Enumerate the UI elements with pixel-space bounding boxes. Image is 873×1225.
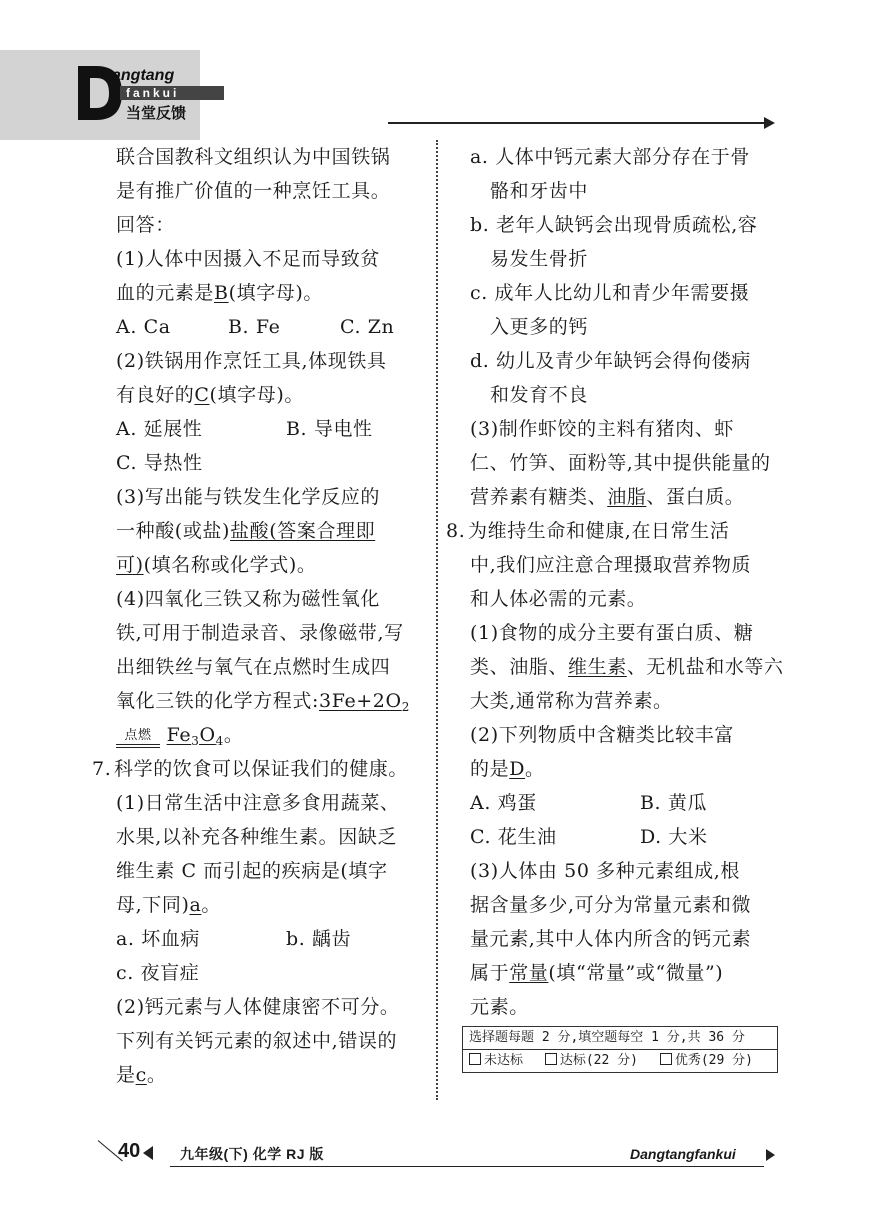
option-c: C. Zn (340, 316, 395, 338)
text-line: 是有推广价值的一种烹饪工具。 (116, 180, 391, 202)
option-b: B. 导电性 (286, 418, 373, 440)
option-b: b. 龋齿 (286, 928, 352, 950)
question-6-4-cont: 氧化三铁的化学方程式$:3Fe+2O_2$ (116, 690, 410, 714)
text-line: 和人体必需的元素。 (470, 588, 647, 610)
answer-blank: 油脂 (607, 486, 647, 508)
option-a: A. 鸡蛋 (470, 792, 537, 814)
page-number: 40 (118, 1140, 141, 1162)
question-number: 7. (92, 758, 112, 780)
option-b: B. 黄瓜 (640, 792, 708, 814)
question-6-2: (2)铁锅用作烹饪工具,体现铁具 (116, 350, 387, 372)
text-line: 量元素,其中人体内所含的钙元素 (470, 928, 752, 950)
checkbox-icon[interactable] (545, 1053, 557, 1065)
options-6-1 (116, 310, 422, 344)
question-8: 8. 为维持生命和健康,在日常生活 (470, 514, 782, 548)
answer-blank: $3Fe+2O_2$ (319, 690, 410, 714)
question-8-1-cont: 类、油脂、维生素、无机盐和水等六 (470, 656, 784, 678)
options-6-2 (116, 412, 422, 446)
option-a: A. Ca (116, 316, 171, 338)
options-7-1 (116, 922, 422, 956)
text-line: 维生素 C 而引起的疾病是(填字 (116, 860, 388, 882)
question-number: 8. (446, 520, 466, 542)
question-8-2: (2)下列物质中含糖类比较丰富 (470, 724, 734, 746)
equation-line: 点燃 $Fe_3O_4$。 (116, 718, 422, 752)
score-rule: 选择题每题 2 分,填空题每空 1 分,共 36 分 (469, 1030, 745, 1045)
question-7-3: (3)制作虾饺的主料有猪肉、虾 (470, 418, 734, 440)
level-met[interactable]: 达标(22 分) (545, 1053, 638, 1068)
text-line: 据含量多少,可分为常量元素和微 (470, 894, 752, 916)
answer-blank: c (135, 1064, 147, 1086)
triangle-right-icon (766, 1149, 775, 1161)
level-not-met[interactable]: 未达标 (469, 1053, 523, 1068)
option-d: D. 大米 (640, 826, 708, 848)
question-8-1: (1)食物的成分主要有蛋白质、糖 (470, 622, 754, 644)
option-d: d. 幼儿及青少年缺钙会得佝偻病 (470, 350, 751, 372)
text-line: 回答： (116, 214, 175, 236)
question-7-1-cont: 母,下同)a。 (116, 894, 221, 916)
footer-brand: Dangtangfankui (630, 1146, 736, 1162)
option-a: a. 人体中钙元素大部分存在于骨 (470, 146, 751, 168)
question-7-2: (2)钙元素与人体健康密不可分。 (116, 996, 400, 1018)
question-6-1-cont: 血的元素是B(填字母)。 (116, 282, 324, 304)
column-divider (436, 140, 438, 1100)
answer-blank: 可) (116, 554, 144, 576)
question-8-2-cont: 的是D。 (470, 758, 545, 780)
options-8-2-row1 (470, 786, 782, 820)
svg-text:fankui: fankui (126, 86, 180, 100)
question-6-3-cont2: 可)(填名称或化学式)。 (116, 554, 317, 576)
option-c: c. 成年人比幼儿和青少年需要摄 (470, 282, 750, 304)
footer-book-info: 九年级(下) 化学 RJ 版 (180, 1146, 324, 1162)
option-b-cont: 易发生骨折 (490, 248, 589, 270)
answer-blank: 常量 (509, 962, 549, 984)
reaction-condition: 点燃 (116, 729, 160, 748)
question-6-3: (3)写出能与铁发生化学反应的 (116, 486, 380, 508)
text-line: 出细铁丝与氧气在点燃时生成四 (116, 656, 391, 678)
right-column (446, 140, 784, 1024)
footer-rule (170, 1166, 764, 1167)
triangle-left-icon (143, 1146, 153, 1160)
question-7-2-cont: 是c。 (116, 1064, 167, 1086)
answer-blank: $Fe_3O_4$ (166, 724, 224, 748)
answer-blank: D (509, 758, 526, 780)
option-b: b. 老年人缺钙会出现骨质疏松,容 (470, 214, 758, 236)
question-6-1: (1)人体中因摄入不足而导致贫 (116, 248, 380, 270)
svg-text:angtang: angtang (112, 67, 175, 84)
question-6-4: (4)四氧化三铁又称为磁性氧化 (116, 588, 380, 610)
level-excellent[interactable]: 优秀(29 分) (660, 1053, 753, 1068)
option-d-cont: 和发育不良 (490, 384, 589, 406)
question-6-2-cont: 有良好的C(填字母)。 (116, 384, 304, 406)
score-levels (463, 1049, 777, 1072)
answer-blank: C (194, 384, 210, 406)
text-line: 水果,以补充各种维生素。因缺乏 (116, 826, 398, 848)
answer-blank: B (214, 282, 229, 304)
score-box (462, 1026, 778, 1073)
question-6-3-cont: 一种酸(或盐)盐酸(答案合理即 (116, 520, 376, 542)
answer-blank: a (189, 894, 202, 916)
option-c: c. 夜盲症 (116, 962, 200, 984)
option-a-cont: 骼和牙齿中 (490, 180, 589, 202)
question-7-1: (1)日常生活中注意多食用蔬菜、 (116, 792, 400, 814)
question-8-3-cont: 属于常量(填“常量”或“微量”) (470, 962, 724, 984)
page-footer (0, 1140, 873, 1168)
header-arrow-icon (764, 117, 775, 129)
answer-blank: 维生素 (568, 656, 627, 678)
checkbox-icon[interactable] (660, 1053, 672, 1065)
options-8-2-row2 (470, 820, 782, 854)
question-7-3-cont: 营养素有糖类、油脂、蛋白质。 (470, 486, 745, 508)
text-line: 铁,可用于制造录音、录像磁带,写 (116, 622, 404, 644)
header-rule (388, 122, 768, 124)
text-line: 下列有关钙元素的叙述中,错误的 (116, 1030, 398, 1052)
checkbox-icon[interactable] (469, 1053, 481, 1065)
question-8-3: (3)人体由 50 多种元素组成,根 (470, 860, 741, 882)
text-line: 中,我们应注意合理摄取营养物质 (470, 554, 752, 576)
svg-text:当堂反馈: 当堂反馈 (126, 104, 187, 122)
option-a: a. 坏血病 (116, 928, 201, 950)
option-c: C. 导热性 (116, 452, 203, 474)
left-column (92, 140, 422, 1092)
option-a: A. 延展性 (116, 418, 203, 440)
option-b: B. Fe (228, 316, 281, 338)
text-line: 元素。 (470, 996, 529, 1018)
text-line: 仁、竹笋、面粉等,其中提供能量的 (470, 452, 771, 474)
dangtang-fankui-logo (76, 62, 232, 124)
text-line: 联合国教科文组织认为中国铁锅 (116, 146, 391, 168)
question-7: 7. 科学的饮食可以保证我们的健康。 (116, 752, 422, 786)
option-c-cont: 入更多的钙 (490, 316, 589, 338)
answer-blank: 盐酸(答案合理即 (230, 520, 376, 542)
option-c: C. 花生油 (470, 826, 557, 848)
text-line: 大类,通常称为营养素。 (470, 690, 673, 712)
